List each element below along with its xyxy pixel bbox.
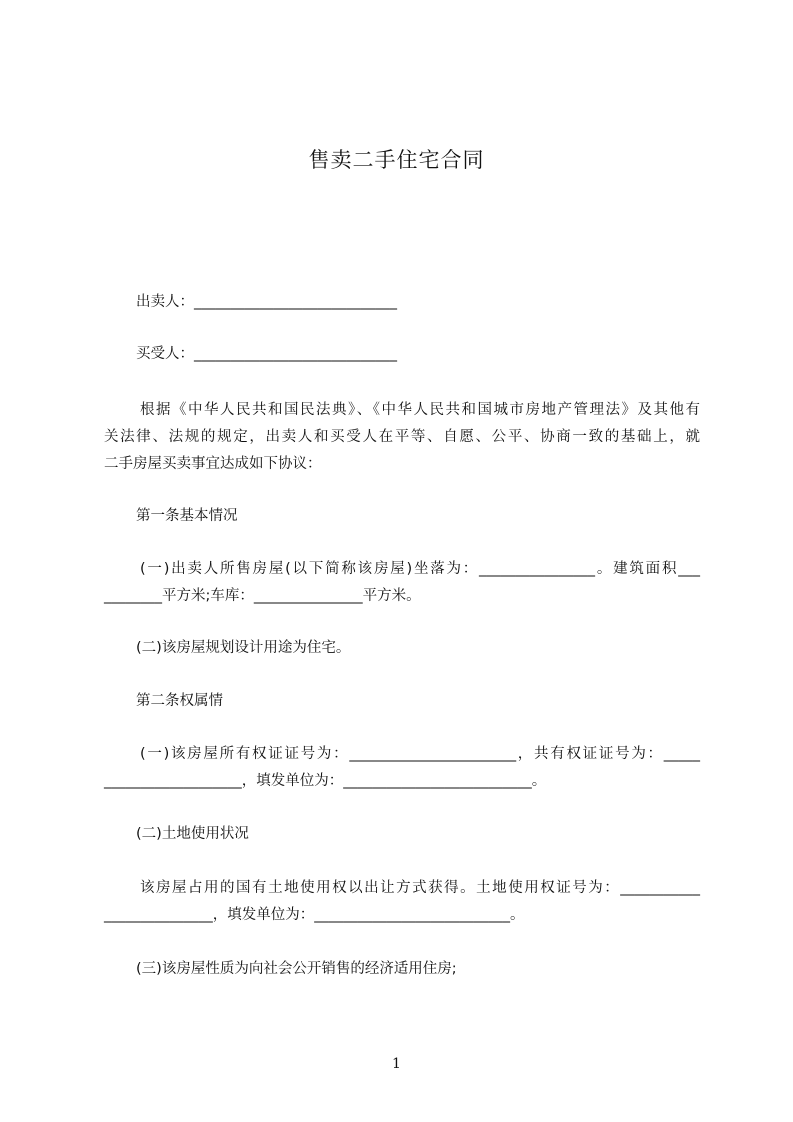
article2-item2-text-line-1: 该房屋占用的国有土地使用权以出让方式获得。土地使用权证号为：___________ [140,880,700,896]
preamble-line-3: 二手房屋买卖事宜达成如下协议： [104,456,322,472]
article2-item3: (三)该房屋性质为向社会公开销售的经济适用住房; [136,961,457,977]
article2-item2-heading: (二)土地使用状况 [136,826,249,842]
article2-item1-line-2: ___________________，填发单位为：__________________________。 [104,773,547,789]
article1-item1-line-2: ________平方米;车库：_______________平方米。 [104,588,421,604]
buyer-line: 买受人：____________________________ [136,346,397,362]
article2-heading: 第二条权属情 [136,693,223,709]
page-number: 1 [392,1056,401,1072]
article1-heading: 第一条基本情况 [136,508,238,524]
article2-item1-line-1: (一)该房屋所有权证证号为：_______________________，共有权证证号为：_____ [140,746,700,762]
preamble-line-2: 关法律、法规的规定，出卖人和买受人在平等、自愿、公平、协商一致的基础上，就 [104,429,700,445]
seller-line: 出卖人：____________________________ [136,294,397,310]
preamble-line-1: 根据《中华人民共和国民法典》、《中华人民共和国城市房地产管理法》及其他有 [140,402,700,418]
article2-item2-text-line-2: _______________，填发单位为：___________________________。 [104,907,525,923]
article1-item1-line-1: (一)出卖人所售房屋(以下简称该房屋)坐落为：________________。建筑面积___ [140,561,700,577]
document-title: 售卖二手住宅合同 [308,148,485,172]
article1-item2: (二)该房屋规划设计用途为住宅。 [136,640,351,656]
